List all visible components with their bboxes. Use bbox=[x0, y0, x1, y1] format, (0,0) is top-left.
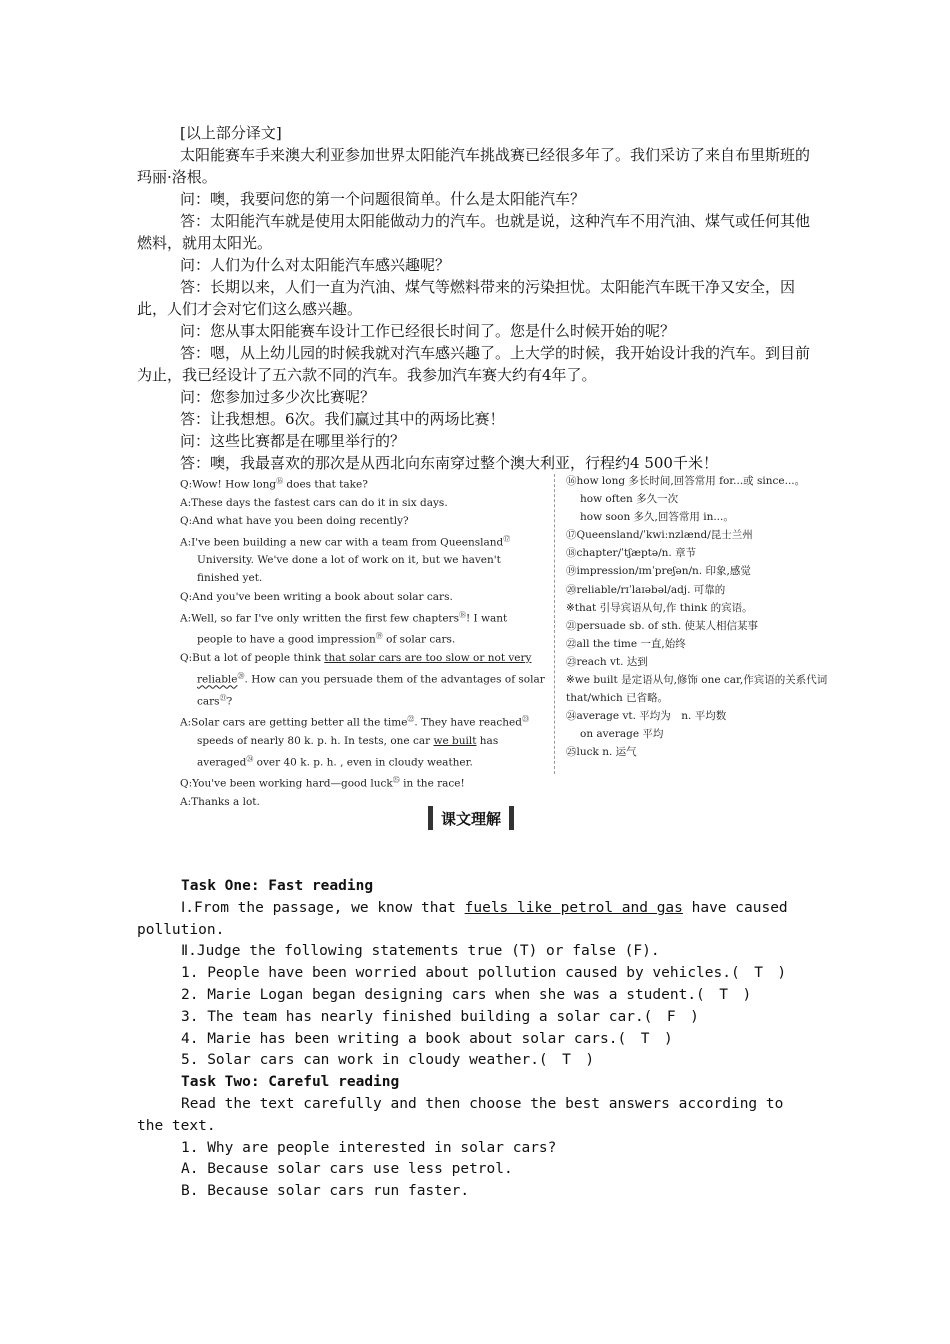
translation-paragraph: 答：让我想想。6次。我们赢过其中的两场比赛！ bbox=[180, 410, 505, 428]
dialogue-column bbox=[180, 472, 546, 811]
dialogue-line: A:I've been building a new car with a team from Queensland⑰ University. We've done a lot of work on it, but we haven't finished yet. bbox=[180, 534, 511, 585]
note-item: ㉓reach vt. 达到 bbox=[566, 655, 648, 668]
translation-paragraph: 答：长期以来，人们一直为汽油、煤气等燃料带来的污染担忧。太阳能汽车既干净又安全，因此，人们才会对它们这么感兴趣。 bbox=[137, 278, 796, 318]
note-item: ⑱chapter/ˈtʃæptə/n. 章节 bbox=[566, 547, 697, 560]
notes-column bbox=[566, 472, 856, 762]
note-item: ㉔average vt. 平均为 n. 平均数 bbox=[566, 710, 727, 723]
note-item: ㉕luck n. 运气 bbox=[566, 746, 637, 759]
dialogue-line: Q:And what have you been doing recently? bbox=[180, 514, 409, 527]
dialogue-line: A:These days the fastest cars can do it in six days. bbox=[180, 496, 448, 509]
translation-section bbox=[137, 122, 817, 474]
note-item: how often 多久一次 bbox=[580, 493, 679, 506]
fill-in-question: Ⅰ.From the passage, we know that fuels like petrol and gas have caused pollution. bbox=[137, 899, 788, 938]
translation-paragraph: 问：人们为什么对太阳能汽车感兴趣呢？ bbox=[180, 256, 451, 274]
dialogue-line: Q:Wow! How long⑯ does that take? bbox=[180, 477, 368, 491]
dialogue-line: A:Well, so far I've only written the first few chapters⑱! I want people to have a good impression⑲ of solar cars. bbox=[180, 610, 508, 646]
note-item: ⑳reliable/rɪˈlaɪəbəl/adj. 可靠的 bbox=[566, 583, 726, 596]
task-two-instruction: Read the text carefully and then choose the best answers according to the text. bbox=[137, 1095, 784, 1134]
note-item: ㉑persuade sb. of sth. 使某人相信某事 bbox=[566, 619, 759, 632]
translation-paragraph: 问：您参加过多少次比赛呢？ bbox=[180, 388, 376, 406]
note-item: ⑲impression/ɪmˈpreʃən/n. 印象,感觉 bbox=[566, 565, 751, 578]
dialogue-line: Q:But a lot of people think that solar cars are too slow or not very reliable⑳. How can you persuade them of the advantages of solar cars$^㉑$? bbox=[180, 651, 545, 708]
dialogue-line: A:Solar cars are getting better all the time$^㉒$. They have reached$^㉓$ speeds of nearly 80 k. p. h. In tests, one car we built has averaged$^㉔$ over 40 k. p. h. , even in cloudy weather. bbox=[180, 715, 529, 769]
note-item: ※that 引导宾语从句,作 think 的宾语。 bbox=[566, 601, 753, 614]
statement: 4. Marie has been writing a book about solar cars.( T ) bbox=[181, 1030, 673, 1047]
column-divider bbox=[554, 474, 555, 774]
statement: 2. Marie Logan began designing cars when she was a student.( T ) bbox=[181, 986, 752, 1003]
translation-paragraph: 问：您从事太阳能赛车设计工作已经很长时间了。您是什么时候开始的呢？ bbox=[180, 322, 676, 340]
translation-paragraph: 太阳能赛车手来澳大利亚参加世界太阳能汽车挑战赛已经很多年了。我们采访了来自布里斯班的玛丽·洛根。 bbox=[137, 146, 811, 186]
question: 1. Why are people interested in solar cars? bbox=[181, 1139, 557, 1156]
statement: 1. People have been worried about pollution caused by vehicles.( T ) bbox=[181, 965, 787, 982]
statement: 5. Solar cars can work in cloudy weather.( T ) bbox=[181, 1052, 595, 1069]
note-item: ㉒all the time 一直,始终 bbox=[566, 637, 686, 650]
option: B. Because solar cars run faster. bbox=[181, 1183, 470, 1200]
section-title: 课文理解 bbox=[441, 809, 502, 828]
translation-paragraph: 答：噢，我最喜欢的那次是从西北向东南穿过整个澳大利亚，行程约4 500千米！ bbox=[180, 454, 718, 472]
dialogue-line: A:Thanks a lot. bbox=[180, 796, 260, 808]
statement: 3. The team has nearly finished building a solar car.( F ) bbox=[181, 1008, 699, 1025]
dialogue-line: Q:And you've been writing a book about solar cars. bbox=[180, 590, 453, 603]
translation-paragraph: 问：噢，我要问您的第一个问题很简单。什么是太阳能汽车？ bbox=[180, 190, 586, 208]
task-one-title: Task One: Fast reading bbox=[181, 878, 374, 894]
note-item: on average 平均 bbox=[580, 728, 664, 741]
judge-instruction: Ⅱ.Judge the following statements true (T) or false (F). bbox=[181, 943, 660, 960]
option: A. Because solar cars use less petrol. bbox=[181, 1161, 513, 1178]
dialogue-line: Q:You've been working hard—good luck$^㉕$ in the race! bbox=[180, 776, 465, 790]
note-item: ⑰Queensland/ˈkwiːnzlænd/昆士兰州 bbox=[566, 529, 753, 542]
exercise-section bbox=[137, 876, 817, 1203]
translation-heading: [以上部分译文] bbox=[180, 124, 282, 142]
note-item: how soon 多久,回答常用 in...。 bbox=[580, 511, 734, 524]
task-two-title: Task Two: Careful reading bbox=[181, 1074, 400, 1091]
note-item: ⑯how long 多长时间,回答常用 for...或 since...。 bbox=[566, 475, 806, 487]
heading-bar-right bbox=[509, 806, 514, 830]
fill-in-answer: fuels like petrol and gas bbox=[464, 899, 683, 916]
section-heading bbox=[428, 806, 514, 830]
translation-paragraph: 答：嗯，从上幼儿园的时候我就对汽车感兴趣了。上大学的时候，我开始设计我的汽车。到目前为止，我已经设计了五六款不同的汽车。我参加汽车赛大约有4年了。 bbox=[137, 344, 811, 384]
translation-paragraph: 答：太阳能汽车就是使用太阳能做动力的汽车。也就是说，这种汽车不用汽油、煤气或任何其他燃料，就用太阳光。 bbox=[137, 212, 811, 252]
note-item: ※we built 是定语从句,修饰 one car,作宾语的关系代词 that/which 已省略。 bbox=[566, 674, 828, 705]
translation-paragraph: 问：这些比赛都是在哪里举行的？ bbox=[180, 432, 406, 450]
